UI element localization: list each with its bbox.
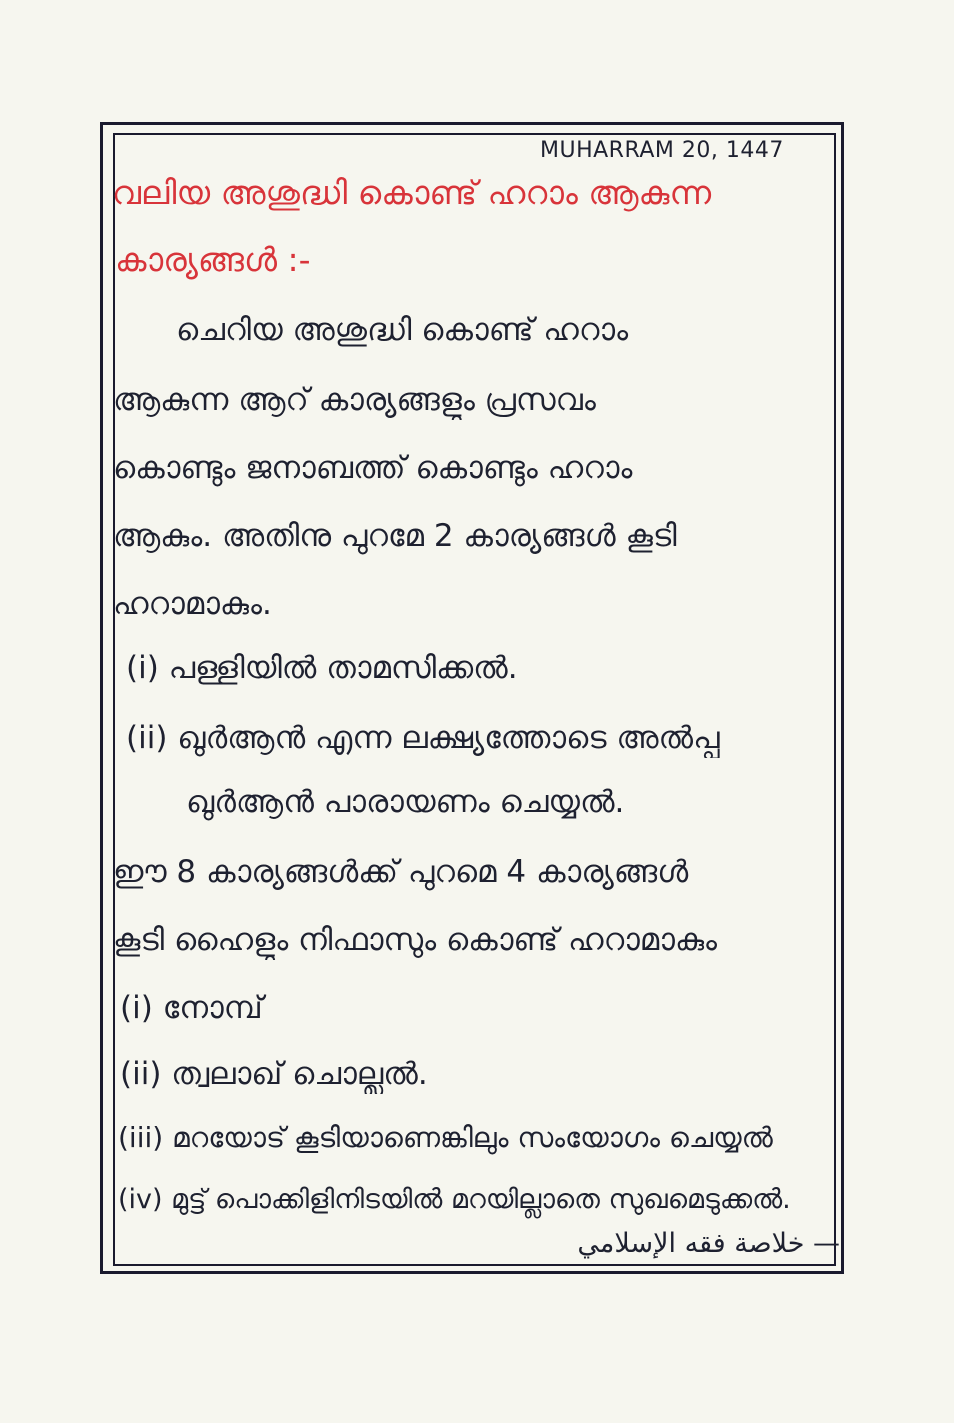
body-line-4: ആകും. അതിനു പുറമേ 2 കാര്യങ്ങൾ കൂടി: [113, 518, 677, 554]
heading-line-1: വലിയ അശുദ്ധി കൊണ്ട് ഹറാം ആകുന്ന: [112, 173, 712, 212]
source-citation: — خلاصة فقه الإسلامي: [577, 1228, 840, 1259]
body-line-6: ഈ 8 കാര്യങ്ങൾക്ക് പുറമെ 4 കാര്യങ്ങൾ: [113, 854, 689, 890]
list-item-6: (iv) മുട്ട് പൊക്കിളിനിടയിൽ മറയില്ലാതെ സുഖമെടുക്കൽ.: [118, 1184, 791, 1215]
body-line-1: ചെറിയ അശുദ്ധി കൊണ്ട് ഹറാം: [176, 312, 629, 348]
page-border: [100, 122, 844, 1274]
list-item-3: (i) നോമ്പ്: [120, 990, 263, 1026]
body-line-5: ഹറാമാകും.: [113, 586, 272, 622]
body-line-3: കൊണ്ടും ജനാബത്ത് കൊണ്ടും ഹറാം: [113, 450, 633, 486]
list-item-2-continued: ഖുർആൻ പാരായണം ചെയ്യൽ.: [186, 784, 625, 820]
list-item-2: (ii) ഖുർആൻ എന്ന ലക്ഷ്യത്തോടെ അൽപ്പ: [126, 720, 720, 756]
list-item-1: (i) പള്ളിയിൽ താമസിക്കൽ.: [126, 650, 518, 686]
body-line-7: കൂടി ഹൈളും നിഫാസും കൊണ്ട് ഹറാമാകും: [113, 922, 718, 958]
list-item-5: (iii) മറയോട് കൂടിയാണെങ്കിലും സംയോഗം ചെയ്യൽ: [118, 1121, 773, 1154]
list-item-4: (ii) ത്വലാഖ് ചൊല്ലൽ.: [120, 1056, 428, 1092]
body-line-2: ആകുന്ന ആറ് കാര്യങ്ങളും പ്രസവം: [113, 382, 596, 418]
date-label: MUHARRAM 20, 1447: [540, 138, 784, 163]
heading-line-2: കാര്യങ്ങൾ :-: [115, 240, 311, 279]
